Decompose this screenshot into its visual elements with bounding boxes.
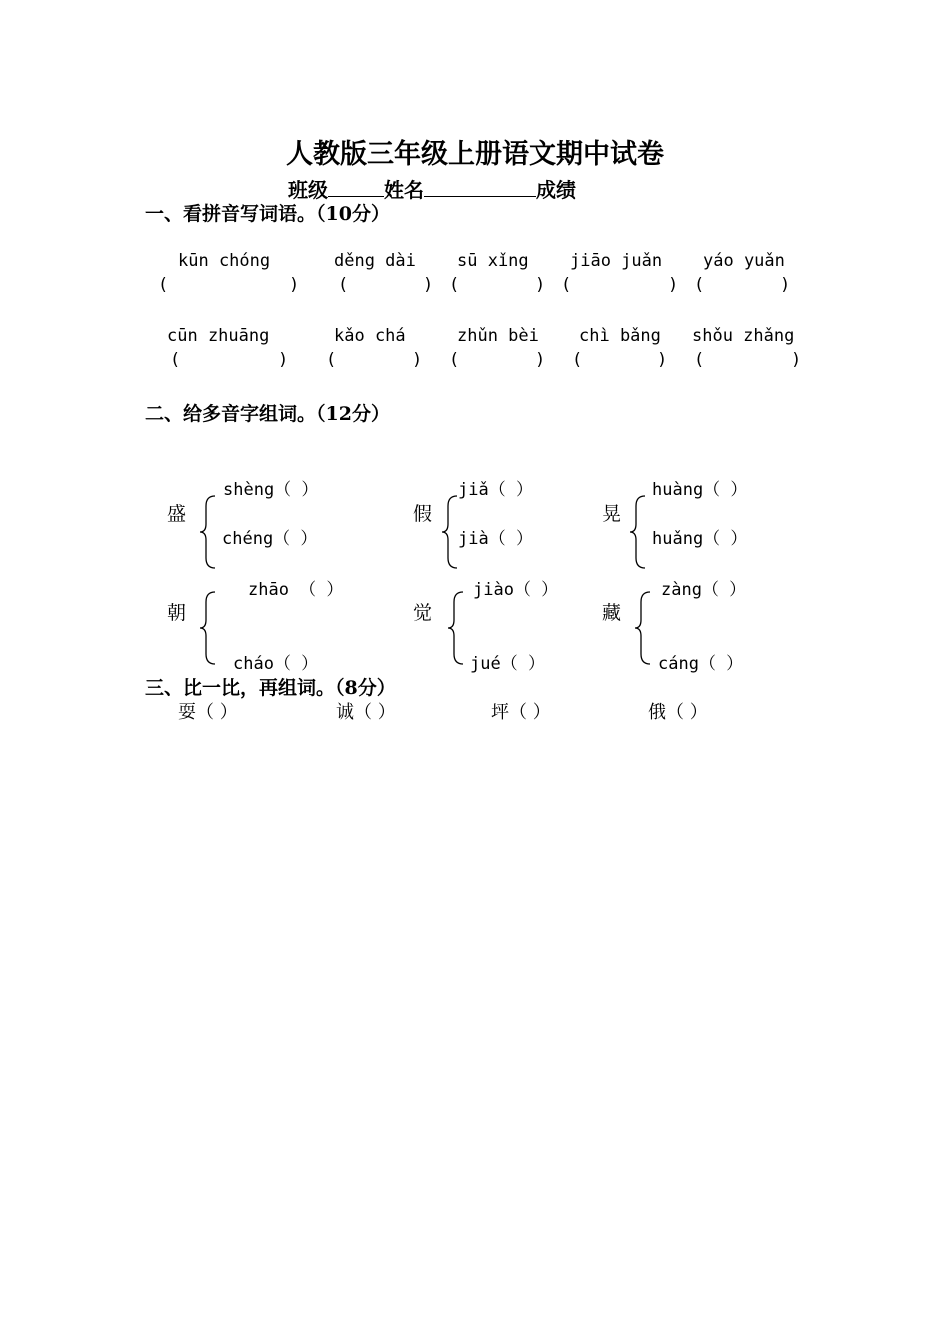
brace-icon (628, 494, 648, 570)
polyphone-reading[interactable]: jià（ ） (458, 529, 533, 549)
brace-icon (446, 590, 466, 666)
polyphone-char: 假 (413, 503, 433, 525)
answer-paren[interactable]: ( (561, 275, 572, 295)
answer-paren[interactable]: ) (791, 350, 802, 370)
polyphone-char: 朝 (167, 602, 187, 624)
brace-icon (198, 590, 218, 666)
class-blank[interactable] (328, 178, 384, 197)
class-label: 班级 (288, 178, 328, 202)
polyphone-reading[interactable]: huǎng（ ） (652, 529, 748, 549)
polyphone-char: 觉 (413, 602, 433, 624)
compare-item[interactable]: 坪（ ） (491, 702, 551, 723)
brace-icon (440, 494, 460, 570)
polyphone-reading[interactable]: jiǎ（ ） (458, 480, 533, 500)
section3-heading: 三、比一比，再组词。（8分） (145, 677, 396, 699)
section1-heading: 一、看拼音写词语。（10分） (145, 203, 390, 225)
pinyin-item: chì bǎng (579, 326, 661, 346)
answer-paren[interactable]: ) (278, 350, 289, 370)
answer-paren[interactable]: ( (449, 350, 460, 370)
answer-paren[interactable]: ( (694, 275, 705, 295)
section2-heading: 二、给多音字组词。（12分） (145, 403, 390, 425)
answer-paren[interactable]: ( (326, 350, 337, 370)
polyphone-char: 藏 (602, 602, 622, 624)
polyphone-reading[interactable]: zàng（ ） (661, 580, 747, 600)
answer-paren[interactable]: ) (535, 275, 546, 295)
polyphone-reading[interactable]: huàng（ ） (652, 480, 748, 500)
answer-paren[interactable]: ( (338, 275, 349, 295)
pinyin-item: kūn chóng (178, 251, 271, 271)
polyphone-reading[interactable]: cháo（ ） (233, 654, 319, 674)
polyphone-reading[interactable]: jiào（ ） (473, 580, 559, 600)
polyphone-reading[interactable]: shèng（ ） (223, 480, 319, 500)
pinyin-item: jiāo juǎn (570, 251, 663, 271)
pinyin-item: sū xǐng (457, 251, 529, 271)
pinyin-item: yáo yuǎn (703, 251, 785, 271)
compare-item[interactable]: 诚（ ） (336, 702, 396, 723)
answer-paren[interactable]: ) (412, 350, 423, 370)
polyphone-char: 晃 (602, 503, 622, 525)
answer-paren[interactable]: ( (170, 350, 181, 370)
score-label: 成绩 (536, 178, 576, 202)
answer-paren[interactable]: ) (780, 275, 791, 295)
answer-paren[interactable]: ( (694, 350, 705, 370)
answer-paren[interactable]: ( (449, 275, 460, 295)
compare-item[interactable]: 俄（ ） (648, 702, 708, 723)
brace-icon (198, 494, 218, 570)
compare-item[interactable]: 耍（ ） (178, 702, 238, 723)
answer-paren[interactable]: ) (657, 350, 668, 370)
polyphone-reading[interactable]: chéng（ ） (222, 529, 318, 549)
pinyin-item: zhǔn bèi (457, 326, 539, 346)
pinyin-item: shǒu zhǎng (692, 326, 795, 346)
pinyin-item: kǎo chá (334, 326, 406, 346)
polyphone-reading[interactable]: zhāo （ ） (248, 580, 344, 600)
answer-paren[interactable]: ) (423, 275, 434, 295)
page-title: 人教版三年级上册语文期中试卷 (286, 139, 664, 170)
pinyin-item: cūn zhuāng (167, 326, 270, 346)
answer-paren[interactable]: ) (668, 275, 679, 295)
answer-paren[interactable]: ) (289, 275, 300, 295)
name-label: 姓名 (384, 178, 424, 202)
answer-paren[interactable]: ( (572, 350, 583, 370)
answer-paren[interactable]: ( (158, 275, 169, 295)
polyphone-reading[interactable]: jué（ ） (470, 654, 545, 674)
polyphone-char: 盛 (167, 503, 187, 525)
pinyin-item: děng dài (334, 251, 416, 271)
brace-icon (633, 590, 653, 666)
name-blank[interactable] (424, 178, 536, 197)
polyphone-reading[interactable]: cáng（ ） (658, 654, 744, 674)
answer-paren[interactable]: ) (535, 350, 546, 370)
